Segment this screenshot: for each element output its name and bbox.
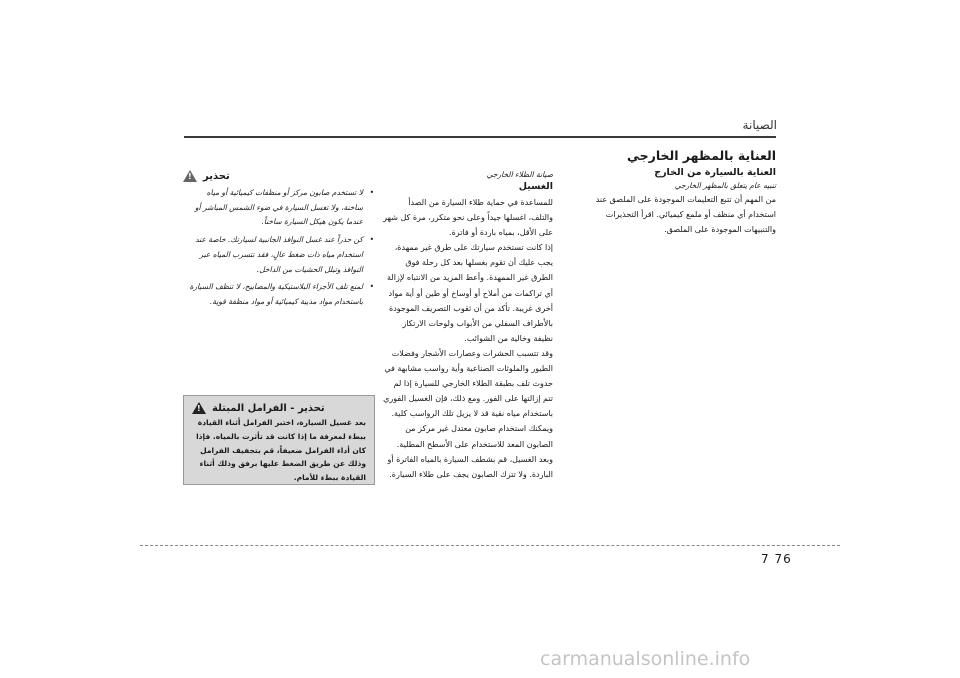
caution-list bbox=[183, 186, 375, 310]
caution-item-1: • لا تستخدم صابون مركز أو منظفات كيميائية أو مياه ساخنة، ولا تغسل السيارة في ضوء الشمس المباشر أو عندما يكون هيكل السيارة ساخناً. bbox=[183, 186, 363, 230]
exterior-care-body: من المهم أن تتبع التعليمات الموجودة على الملصق عند استخدام أي منظف أو ملمع كيميائي. اقرأ التحذيرات والتنبيهات الموجودة على الملصق. bbox=[595, 195, 776, 235]
warning-triangle-icon bbox=[183, 170, 197, 182]
warning-triangle-icon bbox=[192, 402, 206, 414]
watermark: carmanualsonline.info bbox=[540, 648, 751, 670]
caution-item-2: • كن حذراً عند غسل النوافذ الجانبية لسيارتك. خاصة عند استخدام مياه ذات ضغط عالٍ، فقد تتسرب المياه عبر النوافذ وتبلل الحشيات من الداخل. bbox=[183, 233, 363, 277]
caution-item-3: • لمنع تلف الأجزاء البلاستيكية والمصابيح، لا تنظف السيارة باستخدام مواد مذيبة كيميائية أو مواد منظفة قوية. bbox=[183, 280, 363, 309]
warning-box-header bbox=[192, 402, 366, 414]
washing-paragraph-2: إذا كانت تستخدم سيارتك على طرق غير ممهدة، يجب عليك أن تقوم بغسلها بعد كل رحلة فوق الطرق غير الممهدة. وأعط المزيد من الانتباه لإزالة أي تراكمات من أملاح أو أوساخ أو طين أو أية مواد أخرى غريبة. تأكد من أن ثقوب التصريف الموجودة بالأطراف السفلي من الأبواب ولوحات الارتكاز نظيفة وخالية من الشوائب. bbox=[387, 243, 553, 343]
header-divider bbox=[184, 136, 776, 138]
section-title: الصيانة bbox=[742, 118, 777, 132]
paint-care-heading: صيانة الطلاء الخارجي bbox=[486, 170, 553, 179]
exterior-care-section bbox=[591, 148, 776, 237]
paint-care-section bbox=[383, 170, 553, 482]
warning-box-text: بعد غسيل السيارة، اختبر الفرامل أثناء القيادة ببطء لمعرفة ما إذا كانت قد تأثرت بالمياه. فإذا كان أداء الفرامل ضعيفاً، قم بتجفيف الفرامل وذلك عن طريق الضغط عليها برفق وذلك أثناء القيادة ببطء للأمام. bbox=[196, 418, 366, 483]
warning-box-title: تحذير - الفرامل المبتلة bbox=[212, 402, 325, 414]
caution-title: تحذير bbox=[203, 170, 230, 182]
footer-divider bbox=[140, 545, 840, 546]
exterior-care-title: العناية بالمظهر الخارجي bbox=[626, 148, 776, 163]
washing-paragraph-4: ويمكنك استخدام صابون معتدل غير مركز من الصابون المعد للاستخدام على الأسطح المطلية. وبعد الغسيل، قم بشطف السيارة بالمياه الفاترة أو الباردة. ولا تترك الصابون يجف على طلاء السيارة. bbox=[387, 424, 553, 479]
washing-title: الغسيل bbox=[518, 181, 553, 192]
washing-paragraph-1: للمساعدة في حماية طلاء السيارة من الصدأ والتلف، اغسلها جيداً وعلى نحو متكرر، مرة كل شهر على الأقل، بمياه باردة أو فاترة. bbox=[383, 198, 553, 238]
page-number: 7 76 bbox=[761, 552, 792, 566]
caution-header bbox=[183, 170, 375, 182]
caution-section bbox=[183, 170, 375, 313]
exterior-care-subtitle: العناية بالسيارة من الخارج bbox=[654, 167, 776, 178]
washing-paragraph-3: وقد تتسبب الحشرات وعصارات الأشجار وفضلات الطيور والملوثات الصناعية وأية رواسب مشابهة في حدوث تلف بطبقة الطلاء الخارجي للسيارة إذا لم تتم إزالتها على الفور. ومع ذلك، فإن الغسيل الفوري باستخدام مياه نقية قد لا يزيل تلك الرواسب كلية. bbox=[383, 348, 553, 419]
wet-brakes-warning-box bbox=[183, 395, 375, 485]
general-caution-subheading: تنبيه عام يتعلق بالمظهر الخارجي bbox=[674, 181, 776, 190]
